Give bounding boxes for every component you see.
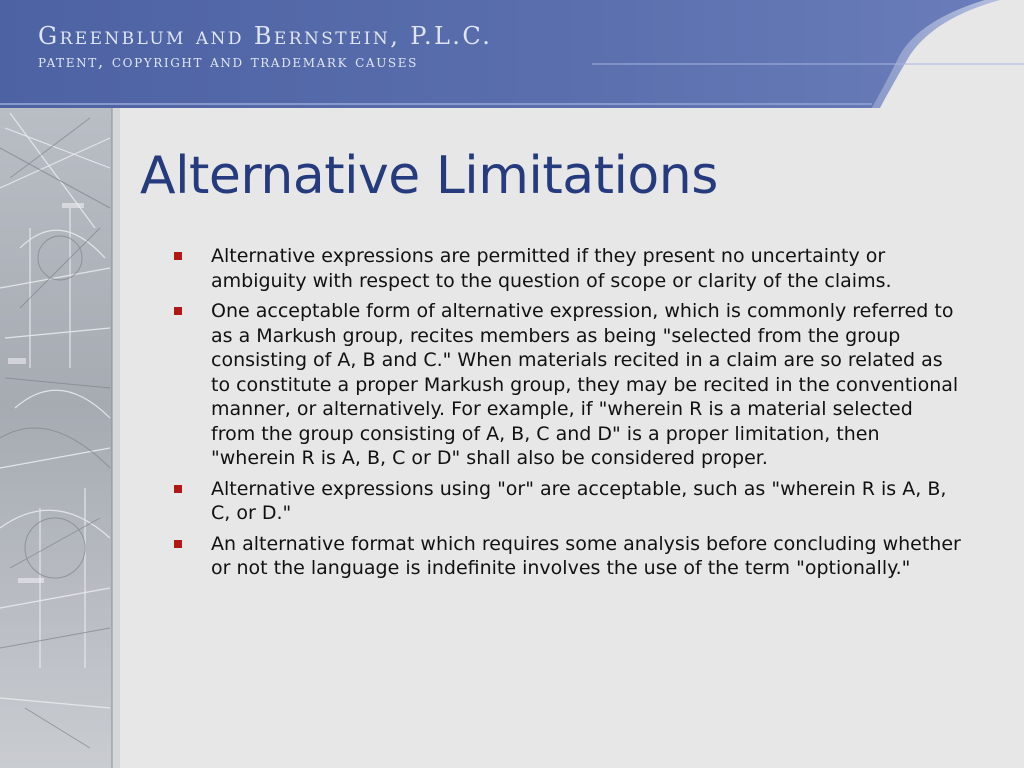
- square-bullet-icon: [174, 307, 182, 315]
- bullet-text: Alternative expressions are permitted if they present no uncertainty or ambiguity with respect to the question of scope or clarity of the claims.: [211, 245, 892, 292]
- square-bullet-icon: [174, 540, 182, 548]
- bullet-text: An alternative format which requires some analysis before concluding whether or not the language is indefinite involves the use of the term "optionally.": [211, 532, 961, 579]
- bullet-text: Alternative expressions using "or" are acceptable, such as "wherein R is A, B, C, or D.": [211, 477, 947, 524]
- decorative-side-strip: [0, 108, 120, 768]
- bullet-item: [172, 299, 962, 471]
- bullet-list: [172, 244, 962, 587]
- firm-tagline: patent, copyright and trademark causes: [38, 52, 418, 72]
- bullet-item: [172, 477, 962, 526]
- firm-name: Greenblum and Bernstein, P.L.C.: [38, 22, 493, 50]
- header-banner: [0, 0, 1024, 108]
- slide-title: Alternative Limitations: [140, 146, 718, 206]
- square-bullet-icon: [174, 485, 182, 493]
- bullet-text: One acceptable form of alternative expression, which is commonly referred to as a Markush group, recites members as being "selected from the group consisting of A, B and C." When materials recited in a claim are so related as to constitute a proper Markush group, they may be recited in the conventional manner, or alternatively. For example, if "wherein R is a material selected from the group consisting of A, B, C and D" is a proper limitation, then "wherein R is A, B, C or D" shall also be considered proper.: [211, 300, 959, 469]
- blueprint-sketch-image: [0, 108, 120, 768]
- bullet-item: [172, 532, 962, 581]
- square-bullet-icon: [174, 252, 182, 260]
- bullet-item: [172, 244, 962, 293]
